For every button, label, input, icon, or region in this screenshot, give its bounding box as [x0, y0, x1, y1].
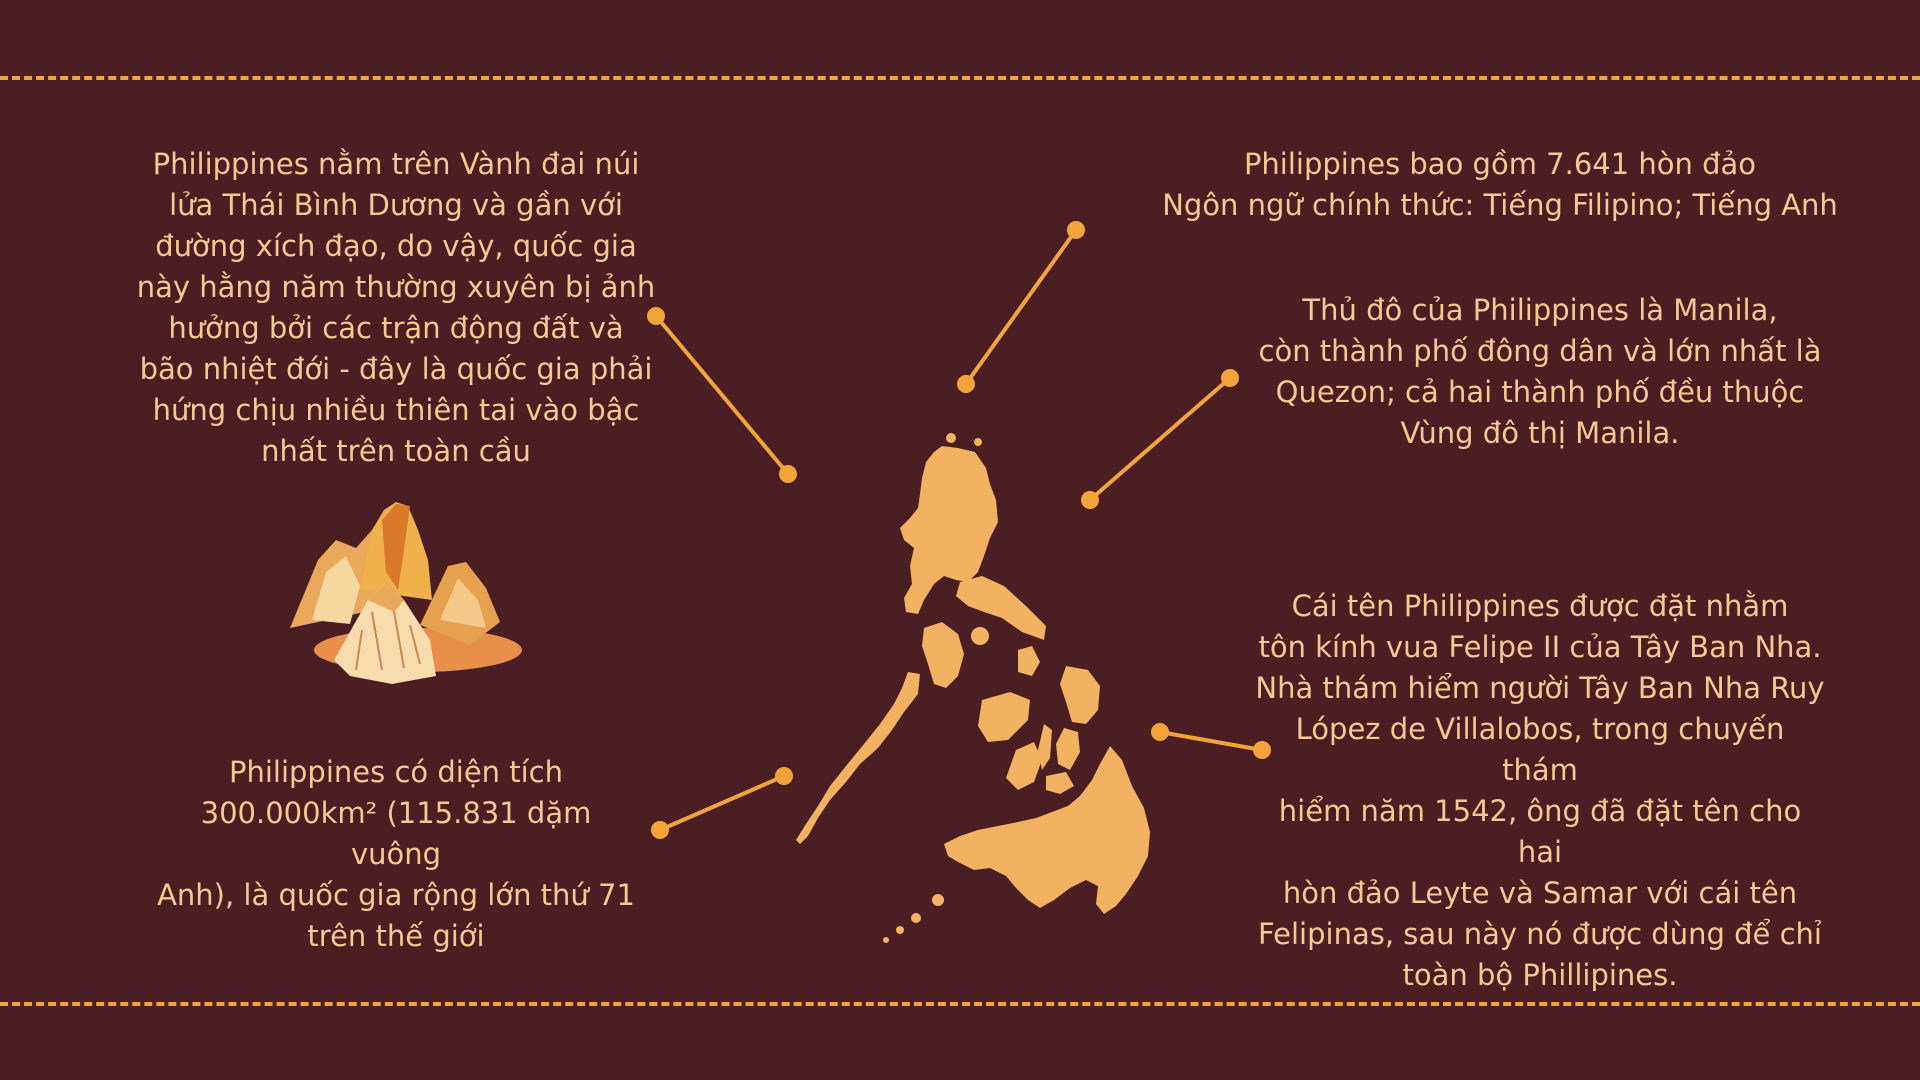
connector-name-origin	[1151, 723, 1271, 759]
connector-capital	[1081, 369, 1239, 509]
fact-capital: Thủ đô của Philippines là Manila, còn thành phố đông dân và lớn nhất là Quezon; cả hai thành phố đều thuộc Vùng đô thị Manila.	[1258, 293, 1822, 450]
fact-volcano: Philippines nằm trên Vành đai núi lửa Thái Bình Dương và gần với đường xích đạo, do vậy, quốc gia này hằng năm thường xuyên bị ảnh hưởng bởi các trận động đất và bão nhiệt đới - đây là quốc gia phải hứng chịu nhiều thiên tai vào bậc nhất trên toàn cầu	[136, 147, 656, 468]
fact-islands-language: Philippines bao gồm 7.641 hòn đảo Ngôn ngữ chính thức: Tiếng Filipino; Tiếng Anh	[1162, 147, 1838, 222]
connector-islands	[957, 221, 1085, 393]
fact-name-origin: Cái tên Philippines được đặt nhằm tôn kính vua Felipe II của Tây Ban Nha. Nhà thám hiểm người Tây Ban Nha Ruy López de Villalobos, trong chuyến thám hiểm năm 1542, ông đã đặt tên cho hai hòn đảo Leyte và Samar với cái tên Felipinas, sau này nó được dùng để chỉ toàn bộ Phillipines.	[1255, 589, 1825, 992]
connector-volcano	[647, 307, 797, 483]
connector-area	[651, 767, 793, 839]
volcano-icon	[290, 502, 522, 684]
philippines-map	[796, 433, 1150, 943]
fact-area: Philippines có diện tích 300.000km² (115.831 dặm vuông Anh), là quốc gia rộng lớn thứ 71 trên thế giới	[157, 755, 635, 953]
